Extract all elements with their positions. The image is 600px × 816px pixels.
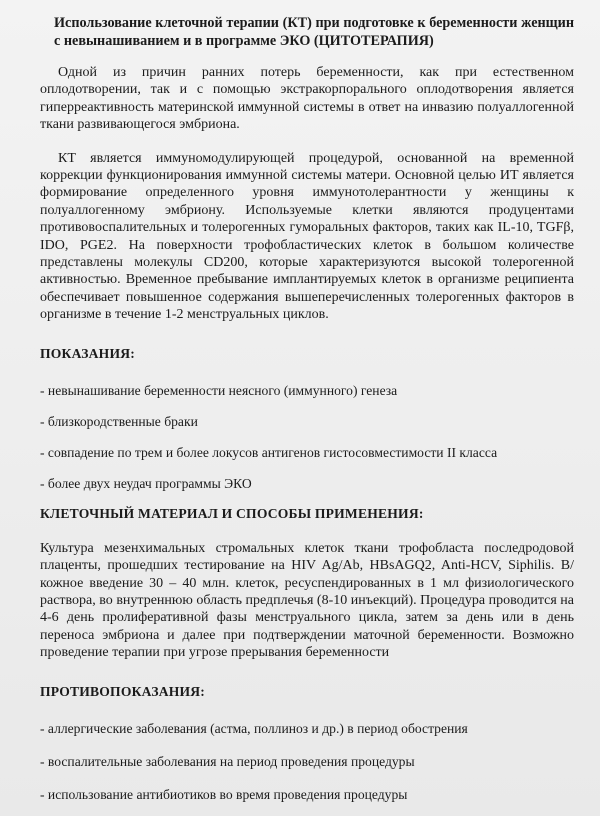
indications-heading: ПОКАЗАНИЯ: [40,345,135,361]
contraindications-heading: ПРОТИВОПОКАЗАНИЯ: [40,683,206,699]
list-item: - использование антибиотиков во время проведения процедуры [40,786,408,802]
indications-section [40,346,574,492]
cell-material-heading: КЛЕТОЧНЫЙ МАТЕРИАЛ И СПОСОБЫ ПРИМЕНЕНИЯ: [40,505,424,521]
list-item: - воспалительные заболевания на период проведения процедуры [40,753,415,769]
document-title: Использование клеточной терапии (КТ) при подготовке к беременности женщин с невынашиванием и в программе ЭКО (ЦИТОТЕРАПИЯ) [54,15,574,49]
intro-paragraph: Одной из причин ранних потерь беременности, как при естественном оплодотворении, так и с помощью экстракорпорального оплодотворения является гиперреактивность материнской иммунной системы в ответ на инвазию полуаллогенной ткани развивающегося эмбриона. [40,65,574,133]
cell-material-section [40,506,574,662]
mechanism-paragraph: КТ является иммуномодулирующей процедурой, основанной на временной коррекции функционирования иммунной системы матери. Основной целью ИТ является формирование определенного уровня иммунотолерантности у женщины к полуаллогенному эмбриону. Используемые клетки являются продуцентами противовоспалительных и толерогенных гуморальных факторов, таких как IL-10, TGFβ, IDO, PGE2. На поверхности трофобластических клеток в большом количестве представлены молекулы CD200, которые характеризуются высокой толерогенной активностью. Временное пребывание имплантируемых клеток в организме реципиента обеспечивает повышенное содержания вышеперечисленных толерогенных факторов в организме в течение 1-2 менструальных циклов. [40,150,574,323]
list-item: - более двух неудач программы ЭКО [40,475,252,491]
indications-list [40,382,574,492]
contraindications-list [40,720,574,803]
list-item: - невынашивание беременности неясного (иммунного) генеза [40,382,398,398]
contraindications-section [40,684,574,803]
list-item: - совпадение по трем и более локусов антигенов гистосовместимости II класса [40,444,498,460]
list-item: - близкородственные браки [40,413,198,429]
cell-material-paragraph: Культура мезенхимальных стромальных клеток ткани трофобласта последродовой плаценты, прошедших тестирование на HIV Ag/Ab, HBsAGQ2, Anti-HCV, Siphilis. В/кожное введение 30 – 40 млн. клеток, ресуспендированных в 1 мл физиологического раствора, во внутреннюю область предплечья (8-10 инъекций). Процедура проводится на 4-6 день пролиферативной фазы менструального цикла, затем за день или в день переноса эмбриона и далее при подтверждении маточной беременности. Возможно проведение терапии при угрозе прерывания беременности [40,540,574,661]
list-item: - аллергические заболевания (астма, поллиноз и др.) в период обострения [40,720,468,736]
